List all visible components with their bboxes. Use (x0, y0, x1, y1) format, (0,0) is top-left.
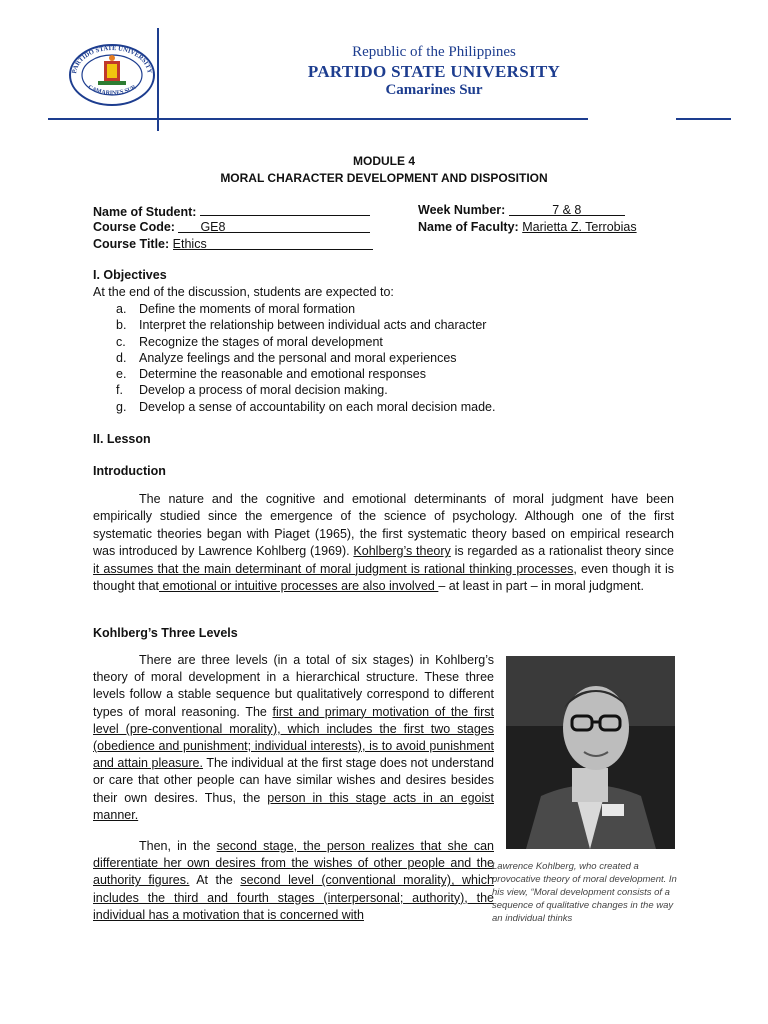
course-title-value: Ethics (172, 237, 207, 251)
course-title-field (173, 237, 373, 250)
list-letter: e. (116, 367, 127, 382)
underlined-run: second level (conventional morality), which includes the third and fourth stages (interpersonal; authority), the individual has a motivation that is concerned with (93, 873, 494, 922)
seal-top-text: PARTIDO STATE UNIVERSITY (71, 44, 154, 75)
seal-bottom-text: CAMARINES SUR (86, 84, 138, 97)
module-number: MODULE 4 (352, 154, 415, 168)
faculty-value: Marietta Z. Terrobias (522, 220, 637, 234)
list-letter: g. (116, 399, 127, 414)
list-item (116, 382, 495, 398)
list-letter: c. (116, 334, 126, 349)
kohlberg-photo (506, 656, 675, 849)
list-letter: a. (116, 302, 127, 316)
text-run: The individual at the first stage does not understand or care that other people can have similar wishes and desires besides their own desires. Thus, the (93, 756, 494, 805)
text-run: Then, in the (139, 839, 217, 853)
university-seal-icon (68, 44, 156, 106)
list-item (116, 350, 495, 366)
list-text: Develop a process of moral decision making. (139, 383, 388, 398)
week-row (418, 203, 625, 217)
levels-paragraph-2 (93, 838, 494, 924)
header-university: PARTIDO STATE UNIVERSITY (307, 62, 561, 81)
text-run: – at least in part – in moral judgment. (438, 579, 645, 594)
introduction-paragraph (93, 491, 674, 595)
course-code-field (178, 220, 370, 233)
text-run: At the (189, 873, 241, 888)
course-code-value: GE8 (200, 220, 226, 234)
list-item (116, 334, 495, 350)
header-republic: Republic of the Philippines (352, 44, 516, 60)
text-run: is regarded as a rationalist theory since (450, 544, 674, 559)
module-title: MORAL CHARACTER DEVELOPMENT AND DISPOSITION (220, 171, 548, 185)
faculty-label: Name of Faculty: (418, 220, 519, 234)
list-item (116, 301, 495, 317)
photo-caption: Lawrence Kohlberg, who created a provocative theory of moral development. In his view, “Moral development consists of a sequence of qualitative changes in the way an individual thinks (492, 861, 677, 924)
list-letter: d. (116, 350, 127, 365)
underlined-run: second stage, the person realizes that she can differentiate her own desires from the wishes of other people and the authority figures. (93, 839, 494, 888)
list-text: Recognize the stages of moral development (139, 334, 383, 349)
levels-paragraph-1 (93, 652, 494, 824)
objectives-intro: At the end of the discussion, students are expected to: (93, 285, 394, 299)
levels-heading: Kohlberg’s Three Levels (93, 626, 238, 640)
week-value: 7 & 8 (552, 203, 582, 217)
list-letter: f. (116, 383, 123, 398)
faculty-row (418, 220, 637, 234)
underlined-run: Kohlberg’s theory (353, 544, 451, 559)
list-text: Interpret the relationship between individual acts and character (139, 318, 487, 333)
list-text: Determine the reasonable and emotional responses (139, 367, 426, 382)
underlined-run: first and primary motivation of the first level (pre-conventional morality), which includes the first two stages (obedience and punishment; individual interests), is to avoid punishment and attain pleasure. (93, 704, 494, 771)
student-row (93, 203, 370, 219)
course-code-row (93, 220, 370, 234)
list-item (116, 317, 495, 333)
week-label: Week Number: (418, 203, 506, 217)
header-location: Camarines Sur (385, 82, 483, 98)
underlined-run: person in this stage acts in an egoist manner. (93, 790, 494, 822)
course-title-label: Course Title: (93, 237, 170, 251)
text-run: , even though it is thought that (93, 561, 674, 594)
course-code-label: Course Code: (93, 220, 175, 234)
list-text: Define the moments of moral formation (139, 302, 356, 316)
underlined-run: it assumes that the main determinant of moral judgment is rational thinking processes (93, 561, 574, 576)
text-run: The nature and the cognitive and emotional determinants of moral judgment have been empirically studied since the emergence of the science of psychology. Although one of the first systematic theories began with Piaget (1965), the first systematic theory based on empirical research was introduced by Lawrence Kohlberg (1969). (93, 492, 674, 559)
list-item (116, 399, 495, 415)
student-label: Name of Student: (93, 205, 197, 219)
list-text: Develop a sense of accountability on each moral decision made. (139, 399, 496, 414)
week-field (509, 203, 625, 216)
header-horizontal-rule (48, 118, 588, 120)
text-run: There are three levels (in a total of six stages) in Kohlberg’s theory of moral development in a hierarchical structure. These three levels follow a stable sequence but qualitatively correspond to different types of moral reasoning. The (93, 653, 494, 719)
course-title-row (93, 237, 373, 251)
header-vertical-rule (157, 28, 159, 131)
objectives-heading: I. Objectives (93, 268, 167, 282)
student-field[interactable] (200, 203, 370, 216)
list-text: Analyze feelings and the personal and moral experiences (139, 350, 457, 365)
list-letter: b. (116, 318, 127, 333)
header-horizontal-rule-end (676, 118, 731, 120)
lesson-heading: II. Lesson (93, 432, 151, 446)
introduction-heading: Introduction (93, 464, 166, 478)
objectives-list (116, 301, 495, 415)
list-item (116, 366, 495, 382)
underlined-run: emotional or intuitive processes are also involved (159, 579, 439, 594)
